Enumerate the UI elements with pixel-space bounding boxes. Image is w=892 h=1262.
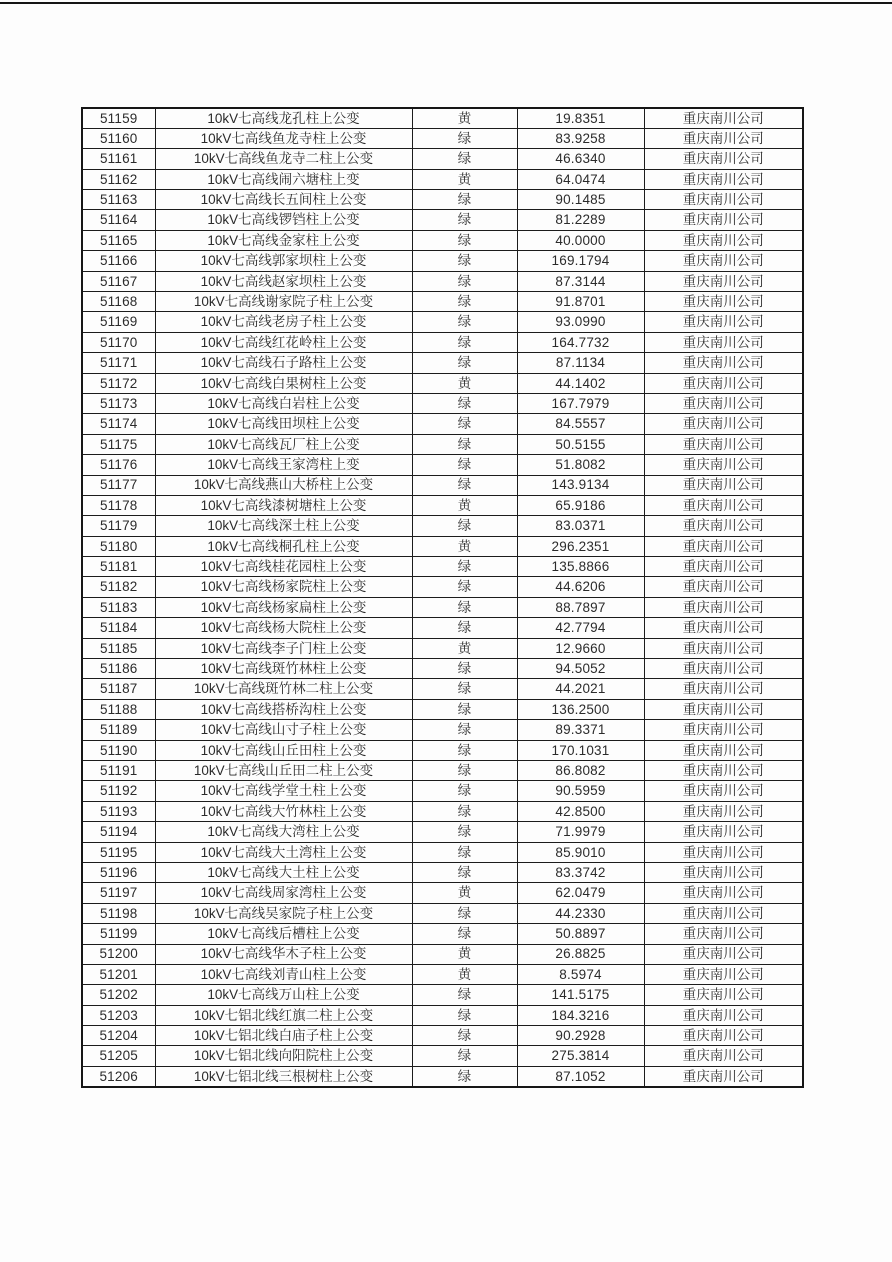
cell-status: 绿 (412, 659, 517, 679)
cell-value: 169.1794 (517, 251, 644, 271)
cell-company: 重庆南川公司 (644, 455, 803, 475)
cell-status: 绿 (412, 434, 517, 454)
cell-id: 51192 (82, 781, 155, 801)
cell-name: 10kV七高线漆树塘柱上公变 (155, 495, 412, 515)
table-row (82, 761, 803, 781)
cell-id: 51197 (82, 883, 155, 903)
cell-id: 51166 (82, 251, 155, 271)
cell-status: 绿 (412, 251, 517, 271)
cell-id: 51179 (82, 516, 155, 536)
cell-company: 重庆南川公司 (644, 292, 803, 312)
cell-id: 51183 (82, 597, 155, 617)
cell-id: 51168 (82, 292, 155, 312)
cell-name: 10kV七铝北线白庙子柱上公变 (155, 1026, 412, 1046)
cell-name: 10kV七高线郭家坝柱上公变 (155, 251, 412, 271)
cell-id: 51194 (82, 822, 155, 842)
table-row (82, 434, 803, 454)
cell-company: 重庆南川公司 (644, 985, 803, 1005)
cell-name: 10kV七高线石子路柱上公变 (155, 353, 412, 373)
cell-name: 10kV七高线李子门柱上公变 (155, 638, 412, 658)
cell-id: 51175 (82, 434, 155, 454)
cell-name: 10kV七高线杨家扁柱上公变 (155, 597, 412, 617)
table-row (82, 230, 803, 250)
table-row (82, 638, 803, 658)
cell-id: 51184 (82, 618, 155, 638)
cell-value: 26.8825 (517, 944, 644, 964)
cell-value: 62.0479 (517, 883, 644, 903)
cell-company: 重庆南川公司 (644, 740, 803, 760)
cell-company: 重庆南川公司 (644, 169, 803, 189)
cell-company: 重庆南川公司 (644, 842, 803, 862)
cell-id: 51186 (82, 659, 155, 679)
cell-status: 黄 (412, 108, 517, 128)
cell-company: 重庆南川公司 (644, 190, 803, 210)
cell-company: 重庆南川公司 (644, 128, 803, 148)
table-row (82, 679, 803, 699)
table-row (82, 883, 803, 903)
cell-status: 绿 (412, 679, 517, 699)
cell-value: 135.8866 (517, 557, 644, 577)
cell-value: 44.2330 (517, 903, 644, 923)
cell-id: 51159 (82, 108, 155, 128)
cell-company: 重庆南川公司 (644, 373, 803, 393)
cell-status: 绿 (412, 781, 517, 801)
cell-name: 10kV七高线老房子柱上公变 (155, 312, 412, 332)
cell-status: 绿 (412, 149, 517, 169)
cell-name: 10kV七高线大土柱上公变 (155, 862, 412, 882)
cell-name: 10kV七高线红花岭柱上公变 (155, 332, 412, 352)
cell-value: 91.8701 (517, 292, 644, 312)
cell-value: 19.8351 (517, 108, 644, 128)
table-row (82, 801, 803, 821)
cell-company: 重庆南川公司 (644, 312, 803, 332)
table-row (82, 475, 803, 495)
cell-status: 绿 (412, 761, 517, 781)
table-row (82, 1005, 803, 1025)
cell-id: 51170 (82, 332, 155, 352)
cell-id: 51198 (82, 903, 155, 923)
table-row (82, 1066, 803, 1086)
cell-status: 绿 (412, 393, 517, 413)
table-row (82, 251, 803, 271)
cell-value: 90.2928 (517, 1026, 644, 1046)
table-row (82, 455, 803, 475)
cell-company: 重庆南川公司 (644, 434, 803, 454)
cell-value: 93.0990 (517, 312, 644, 332)
cell-company: 重庆南川公司 (644, 1026, 803, 1046)
cell-value: 81.2289 (517, 210, 644, 230)
cell-status: 绿 (412, 842, 517, 862)
cell-company: 重庆南川公司 (644, 964, 803, 984)
cell-value: 136.2500 (517, 699, 644, 719)
cell-id: 51169 (82, 312, 155, 332)
cell-name: 10kV七铝北线红旗二柱上公变 (155, 1005, 412, 1025)
table-row (82, 1046, 803, 1066)
table-row (82, 169, 803, 189)
cell-id: 51180 (82, 536, 155, 556)
cell-status: 绿 (412, 924, 517, 944)
cell-status: 黄 (412, 883, 517, 903)
table-row (82, 393, 803, 413)
cell-status: 黄 (412, 944, 517, 964)
cell-status: 绿 (412, 190, 517, 210)
table-row (82, 577, 803, 597)
cell-company: 重庆南川公司 (644, 495, 803, 515)
cell-company: 重庆南川公司 (644, 679, 803, 699)
cell-name: 10kV七高线斑竹林柱上公变 (155, 659, 412, 679)
cell-status: 绿 (412, 312, 517, 332)
cell-status: 黄 (412, 169, 517, 189)
cell-value: 44.2021 (517, 679, 644, 699)
cell-id: 51163 (82, 190, 155, 210)
cell-value: 296.2351 (517, 536, 644, 556)
table-row (82, 353, 803, 373)
cell-name: 10kV七高线山丘田柱上公变 (155, 740, 412, 760)
cell-id: 51193 (82, 801, 155, 821)
cell-value: 50.5155 (517, 434, 644, 454)
cell-status: 绿 (412, 1066, 517, 1086)
cell-id: 51200 (82, 944, 155, 964)
table-row (82, 720, 803, 740)
table-row (82, 536, 803, 556)
cell-value: 64.0474 (517, 169, 644, 189)
cell-name: 10kV七高线山寸子柱上公变 (155, 720, 412, 740)
cell-id: 51199 (82, 924, 155, 944)
cell-company: 重庆南川公司 (644, 577, 803, 597)
cell-name: 10kV七高线鱼龙寺柱上公变 (155, 128, 412, 148)
cell-company: 重庆南川公司 (644, 862, 803, 882)
table-row (82, 128, 803, 148)
table-row (82, 149, 803, 169)
table-row (82, 944, 803, 964)
cell-value: 87.1134 (517, 353, 644, 373)
cell-company: 重庆南川公司 (644, 210, 803, 230)
cell-value: 87.1052 (517, 1066, 644, 1086)
table-row (82, 985, 803, 1005)
cell-name: 10kV七高线赵家坝柱上公变 (155, 271, 412, 291)
table-row (82, 964, 803, 984)
cell-value: 83.9258 (517, 128, 644, 148)
cell-status: 黄 (412, 373, 517, 393)
cell-status: 绿 (412, 475, 517, 495)
cell-status: 绿 (412, 332, 517, 352)
table-row (82, 332, 803, 352)
cell-value: 46.6340 (517, 149, 644, 169)
cell-company: 重庆南川公司 (644, 720, 803, 740)
cell-name: 10kV七高线龙孔柱上公变 (155, 108, 412, 128)
cell-status: 绿 (412, 271, 517, 291)
cell-name: 10kV七高线斑竹林二柱上公变 (155, 679, 412, 699)
cell-company: 重庆南川公司 (644, 801, 803, 821)
table-row (82, 1026, 803, 1046)
cell-status: 绿 (412, 577, 517, 597)
cell-id: 51204 (82, 1026, 155, 1046)
cell-status: 绿 (412, 455, 517, 475)
cell-company: 重庆南川公司 (644, 618, 803, 638)
cell-id: 51162 (82, 169, 155, 189)
cell-value: 90.1485 (517, 190, 644, 210)
cell-id: 51182 (82, 577, 155, 597)
cell-value: 8.5974 (517, 964, 644, 984)
cell-status: 绿 (412, 1005, 517, 1025)
cell-value: 83.3742 (517, 862, 644, 882)
cell-value: 84.5557 (517, 414, 644, 434)
cell-company: 重庆南川公司 (644, 251, 803, 271)
cell-status: 绿 (412, 597, 517, 617)
cell-status: 绿 (412, 557, 517, 577)
cell-name: 10kV七高线大竹林柱上公变 (155, 801, 412, 821)
table-row (82, 557, 803, 577)
cell-name: 10kV七高线瓦厂柱上公变 (155, 434, 412, 454)
cell-value: 71.9979 (517, 822, 644, 842)
cell-status: 绿 (412, 1046, 517, 1066)
cell-company: 重庆南川公司 (644, 475, 803, 495)
cell-id: 51206 (82, 1066, 155, 1086)
cell-id: 51185 (82, 638, 155, 658)
cell-id: 51195 (82, 842, 155, 862)
cell-company: 重庆南川公司 (644, 332, 803, 352)
cell-id: 51161 (82, 149, 155, 169)
table-row (82, 699, 803, 719)
cell-value: 275.3814 (517, 1046, 644, 1066)
cell-name: 10kV七高线长五间柱上公变 (155, 190, 412, 210)
asset-table (81, 107, 804, 1088)
cell-name: 10kV七高线杨大院柱上公变 (155, 618, 412, 638)
cell-name: 10kV七高线闹六塘柱上变 (155, 169, 412, 189)
table-row (82, 516, 803, 536)
cell-status: 绿 (412, 801, 517, 821)
cell-status: 绿 (412, 230, 517, 250)
scan-edge-line (0, 2, 892, 4)
cell-name: 10kV七高线万山柱上公变 (155, 985, 412, 1005)
cell-name: 10kV七铝北线向阳院柱上公变 (155, 1046, 412, 1066)
cell-status: 绿 (412, 903, 517, 923)
cell-id: 51171 (82, 353, 155, 373)
cell-id: 51176 (82, 455, 155, 475)
cell-status: 黄 (412, 964, 517, 984)
cell-value: 170.1031 (517, 740, 644, 760)
cell-value: 44.1402 (517, 373, 644, 393)
cell-company: 重庆南川公司 (644, 638, 803, 658)
cell-company: 重庆南川公司 (644, 659, 803, 679)
cell-value: 12.9660 (517, 638, 644, 658)
cell-id: 51205 (82, 1046, 155, 1066)
cell-name: 10kV七高线学堂土柱上公变 (155, 781, 412, 801)
cell-company: 重庆南川公司 (644, 353, 803, 373)
cell-status: 绿 (412, 822, 517, 842)
cell-id: 51196 (82, 862, 155, 882)
cell-name: 10kV七高线燕山大桥柱上公变 (155, 475, 412, 495)
cell-company: 重庆南川公司 (644, 557, 803, 577)
cell-value: 65.9186 (517, 495, 644, 515)
table-row (82, 862, 803, 882)
table-row (82, 924, 803, 944)
cell-value: 94.5052 (517, 659, 644, 679)
cell-id: 51191 (82, 761, 155, 781)
cell-name: 10kV七高线谢家院子柱上公变 (155, 292, 412, 312)
cell-company: 重庆南川公司 (644, 699, 803, 719)
cell-value: 87.3144 (517, 271, 644, 291)
cell-value: 164.7732 (517, 332, 644, 352)
cell-value: 50.8897 (517, 924, 644, 944)
cell-value: 89.3371 (517, 720, 644, 740)
cell-value: 86.8082 (517, 761, 644, 781)
cell-company: 重庆南川公司 (644, 393, 803, 413)
cell-status: 黄 (412, 536, 517, 556)
cell-status: 绿 (412, 1026, 517, 1046)
cell-status: 绿 (412, 740, 517, 760)
cell-id: 51181 (82, 557, 155, 577)
cell-id: 51165 (82, 230, 155, 250)
table-row (82, 210, 803, 230)
cell-name: 10kV七高线大土湾柱上公变 (155, 842, 412, 862)
cell-id: 51188 (82, 699, 155, 719)
cell-name: 10kV七高线白果树柱上公变 (155, 373, 412, 393)
cell-name: 10kV七高线白岩柱上公变 (155, 393, 412, 413)
cell-company: 重庆南川公司 (644, 1066, 803, 1086)
cell-name: 10kV七高线吴家院子柱上公变 (155, 903, 412, 923)
cell-company: 重庆南川公司 (644, 108, 803, 128)
cell-id: 51187 (82, 679, 155, 699)
cell-id: 51190 (82, 740, 155, 760)
table-row (82, 292, 803, 312)
cell-id: 51164 (82, 210, 155, 230)
asset-table-body (82, 108, 803, 1087)
cell-company: 重庆南川公司 (644, 516, 803, 536)
cell-value: 42.7794 (517, 618, 644, 638)
cell-status: 绿 (412, 618, 517, 638)
cell-company: 重庆南川公司 (644, 230, 803, 250)
cell-name: 10kV七铝北线三根树柱上公变 (155, 1066, 412, 1086)
table-row (82, 373, 803, 393)
cell-id: 51189 (82, 720, 155, 740)
table-row (82, 597, 803, 617)
cell-status: 绿 (412, 414, 517, 434)
cell-status: 绿 (412, 292, 517, 312)
cell-value: 143.9134 (517, 475, 644, 495)
table-row (82, 190, 803, 210)
cell-status: 绿 (412, 699, 517, 719)
cell-status: 绿 (412, 862, 517, 882)
cell-company: 重庆南川公司 (644, 536, 803, 556)
table-row (82, 659, 803, 679)
cell-company: 重庆南川公司 (644, 1046, 803, 1066)
cell-name: 10kV七高线锣铛柱上公变 (155, 210, 412, 230)
cell-status: 绿 (412, 516, 517, 536)
cell-name: 10kV七高线后槽柱上公变 (155, 924, 412, 944)
table-row (82, 903, 803, 923)
table-row (82, 495, 803, 515)
cell-company: 重庆南川公司 (644, 924, 803, 944)
cell-company: 重庆南川公司 (644, 597, 803, 617)
cell-status: 绿 (412, 210, 517, 230)
table-row (82, 822, 803, 842)
cell-id: 51167 (82, 271, 155, 291)
table-row (82, 271, 803, 291)
cell-id: 51173 (82, 393, 155, 413)
cell-name: 10kV七高线周家湾柱上公变 (155, 883, 412, 903)
cell-status: 绿 (412, 720, 517, 740)
cell-id: 51174 (82, 414, 155, 434)
cell-value: 51.8082 (517, 455, 644, 475)
cell-name: 10kV七高线桐孔柱上公变 (155, 536, 412, 556)
cell-id: 51160 (82, 128, 155, 148)
cell-name: 10kV七高线杨家院柱上公变 (155, 577, 412, 597)
cell-value: 167.7979 (517, 393, 644, 413)
table-row (82, 312, 803, 332)
cell-value: 83.0371 (517, 516, 644, 536)
cell-value: 42.8500 (517, 801, 644, 821)
cell-value: 40.0000 (517, 230, 644, 250)
cell-name: 10kV七高线华木子柱上公变 (155, 944, 412, 964)
cell-name: 10kV七高线刘青山柱上公变 (155, 964, 412, 984)
cell-value: 141.5175 (517, 985, 644, 1005)
cell-status: 绿 (412, 353, 517, 373)
cell-company: 重庆南川公司 (644, 944, 803, 964)
cell-company: 重庆南川公司 (644, 149, 803, 169)
cell-name: 10kV七高线桂花园柱上公变 (155, 557, 412, 577)
cell-value: 44.6206 (517, 577, 644, 597)
table-row (82, 618, 803, 638)
cell-name: 10kV七高线大湾柱上公变 (155, 822, 412, 842)
cell-company: 重庆南川公司 (644, 271, 803, 291)
cell-value: 90.5959 (517, 781, 644, 801)
cell-company: 重庆南川公司 (644, 781, 803, 801)
cell-value: 85.9010 (517, 842, 644, 862)
cell-value: 88.7897 (517, 597, 644, 617)
table-row (82, 781, 803, 801)
cell-name: 10kV七高线田坝柱上公变 (155, 414, 412, 434)
cell-status: 绿 (412, 985, 517, 1005)
cell-company: 重庆南川公司 (644, 1005, 803, 1025)
table-row (82, 842, 803, 862)
cell-status: 黄 (412, 638, 517, 658)
cell-name: 10kV七高线鱼龙寺二柱上公变 (155, 149, 412, 169)
cell-id: 51203 (82, 1005, 155, 1025)
cell-company: 重庆南川公司 (644, 883, 803, 903)
cell-company: 重庆南川公司 (644, 761, 803, 781)
cell-id: 51172 (82, 373, 155, 393)
cell-company: 重庆南川公司 (644, 414, 803, 434)
cell-status: 绿 (412, 128, 517, 148)
cell-name: 10kV七高线搭桥沟柱上公变 (155, 699, 412, 719)
cell-status: 黄 (412, 495, 517, 515)
table-row (82, 108, 803, 128)
cell-name: 10kV七高线王家湾柱上变 (155, 455, 412, 475)
cell-company: 重庆南川公司 (644, 903, 803, 923)
cell-value: 184.3216 (517, 1005, 644, 1025)
cell-id: 51177 (82, 475, 155, 495)
cell-name: 10kV七高线深土柱上公变 (155, 516, 412, 536)
table-row (82, 414, 803, 434)
cell-name: 10kV七高线山丘田二柱上公变 (155, 761, 412, 781)
cell-id: 51201 (82, 964, 155, 984)
cell-id: 51202 (82, 985, 155, 1005)
cell-id: 51178 (82, 495, 155, 515)
cell-name: 10kV七高线金家柱上公变 (155, 230, 412, 250)
table-row (82, 740, 803, 760)
cell-company: 重庆南川公司 (644, 822, 803, 842)
